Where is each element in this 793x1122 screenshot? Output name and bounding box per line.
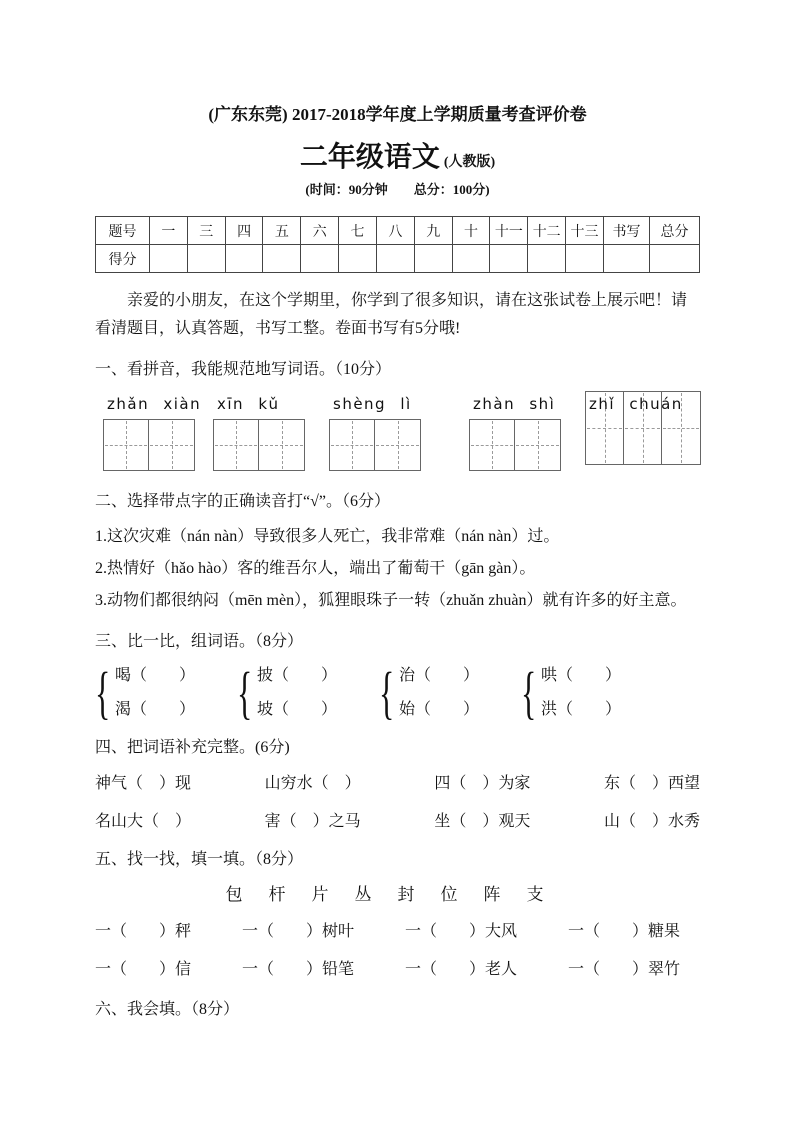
pinyin-writing-block	[95, 389, 700, 477]
intro-paragraph: 亲爱的小朋友，在这个学期里，你学到了很多知识，请在这张试卷上展示吧！请看清题目，认真答题，书写工整。卷面书写有5分哦!	[95, 292, 688, 337]
section6-title: 六、我会填。（8分）	[95, 1001, 240, 1018]
word-pair-group	[95, 660, 196, 725]
word-pair-group	[237, 660, 338, 725]
score-cell	[650, 245, 700, 273]
section2-items	[95, 521, 700, 617]
pair-word: 披（ ）	[257, 667, 338, 684]
grid-cell	[470, 420, 515, 470]
score-cell	[225, 245, 263, 273]
fill-item: 神气（ ）现	[95, 775, 192, 792]
brace-icon: {	[379, 660, 395, 725]
grid-cell	[104, 420, 149, 470]
word-pair-group	[379, 660, 480, 725]
score-cell	[490, 245, 528, 273]
grid-cell	[375, 420, 420, 470]
score-table	[95, 216, 700, 273]
measure-word-item: 一（ ）信	[95, 961, 192, 978]
measure-word-item: 一（ ）老人	[404, 961, 517, 978]
section4-title: 四、把词语补充完整。(6分)	[95, 739, 290, 756]
grid-cell	[515, 420, 560, 470]
pair-word: 始（ ）	[399, 701, 480, 718]
score-table-header-row	[96, 217, 700, 245]
score-cell	[376, 245, 414, 273]
score-header-cell: 九	[414, 217, 452, 245]
time-score-meta: (时间：90分钟 总分：100分)	[305, 182, 490, 197]
measure-word-item: 一（ ）铅笔	[241, 961, 354, 978]
score-cell	[414, 245, 452, 273]
section1-title: 一、看拼音，我能规范地写词语。（10分）	[95, 361, 392, 378]
score-header-cell: 总分	[650, 217, 700, 245]
score-cell	[566, 245, 604, 273]
brace-icon: {	[521, 660, 537, 725]
score-cell	[452, 245, 490, 273]
score-cell	[339, 245, 377, 273]
section2-title: 二、选择带点字的正确读音打“√”。（6分）	[95, 493, 390, 510]
score-header-cell: 三	[187, 217, 225, 245]
pair-word: 渴（ ）	[115, 701, 196, 718]
pair-word: 洪（ ）	[541, 701, 622, 718]
pinyin-label: shèng lì	[333, 395, 412, 413]
writing-grid	[329, 419, 421, 471]
fill-item: 坐（ ）观天	[434, 813, 531, 830]
score-cell	[263, 245, 301, 273]
brace-icon: {	[95, 660, 111, 725]
score-header-cell: 六	[301, 217, 339, 245]
score-table-score-row	[96, 245, 700, 273]
pair-word: 坡（ ）	[257, 701, 338, 718]
score-header-cell: 十二	[528, 217, 566, 245]
section5-title: 五、找一找，填一填。（8分）	[95, 851, 304, 868]
fill-item: 害（ ）之马	[264, 813, 361, 830]
section2-item: 3.动物们都很纳闷（mēn mèn），狐狸眼珠子一转（zhuǎn zhuàn）就有许多的好主意。	[95, 592, 687, 609]
pair-word: 喝（ ）	[115, 667, 196, 684]
fill-item: 名山大（ ）	[95, 813, 192, 830]
score-cell	[604, 245, 650, 273]
fill-item: 山穷水（ ）	[264, 775, 361, 792]
measure-word-item: 一（ ）秤	[95, 923, 192, 940]
paper-region-title: (广东东莞) 2017-2018学年度上学期质量考查评价卷	[208, 105, 587, 124]
section3-title: 三、比一比，组词语。（8分）	[95, 633, 304, 650]
grid-cell	[149, 420, 194, 470]
fill-item: 山（ ）水秀	[603, 813, 700, 830]
page-title	[95, 135, 700, 175]
pinyin-label: zhǎn xiàn	[107, 395, 202, 413]
score-header-cell: 题号	[96, 217, 150, 245]
score-header-cell: 十一	[490, 217, 528, 245]
measure-word-item: 一（ ）树叶	[241, 923, 354, 940]
score-header-cell: 十	[452, 217, 490, 245]
section5-row	[95, 919, 680, 945]
score-header-cell: 八	[376, 217, 414, 245]
pinyin-label: xīn kǔ	[217, 395, 280, 413]
pair-word: 治（ ）	[399, 667, 480, 684]
fill-item: 东（ ）西望	[603, 775, 700, 792]
word-bank: 包杆片丛封位阵支	[225, 885, 570, 904]
writing-grid	[213, 419, 305, 471]
fill-item: 四（ ）为家	[434, 775, 531, 792]
writing-grid	[469, 419, 561, 471]
compare-word-pairs	[95, 660, 700, 725]
measure-word-item: 一（ ）大风	[404, 923, 517, 940]
section2-item: 2.热情好（hǎo hào）客的维吾尔人，端出了葡萄干（gān gàn）。	[95, 560, 536, 577]
section2-item: 1.这次灾难（nán nàn）导致很多人死亡，我非常难（nán nàn）过。	[95, 528, 560, 545]
writing-grid	[103, 419, 195, 471]
pinyin-label: zhàn shì	[473, 395, 556, 413]
score-header-cell: 一	[150, 217, 188, 245]
subject-title: 二年级语文	[299, 142, 440, 173]
section4-row	[95, 771, 700, 797]
pinyin-label: zhǐ chuán	[589, 395, 683, 413]
score-header-cell: 十三	[566, 217, 604, 245]
score-cell	[187, 245, 225, 273]
grid-cell	[330, 420, 375, 470]
score-cell	[301, 245, 339, 273]
section4-row	[95, 809, 700, 835]
score-header-cell: 四	[225, 217, 263, 245]
grid-cell	[214, 420, 259, 470]
score-cell	[528, 245, 566, 273]
score-cell	[150, 245, 188, 273]
measure-word-item: 一（ ）翠竹	[567, 961, 680, 978]
grid-cell	[259, 420, 304, 470]
score-header-cell: 书写	[604, 217, 650, 245]
measure-word-item: 一（ ）糖果	[567, 923, 680, 940]
score-row-label: 得分	[96, 245, 150, 273]
score-header-cell: 五	[263, 217, 301, 245]
brace-icon: {	[237, 660, 253, 725]
pair-word: 哄（ ）	[541, 667, 622, 684]
word-pair-group	[521, 660, 622, 725]
section5-row	[95, 957, 680, 983]
score-header-cell: 七	[339, 217, 377, 245]
edition-note: (人教版)	[443, 155, 496, 170]
